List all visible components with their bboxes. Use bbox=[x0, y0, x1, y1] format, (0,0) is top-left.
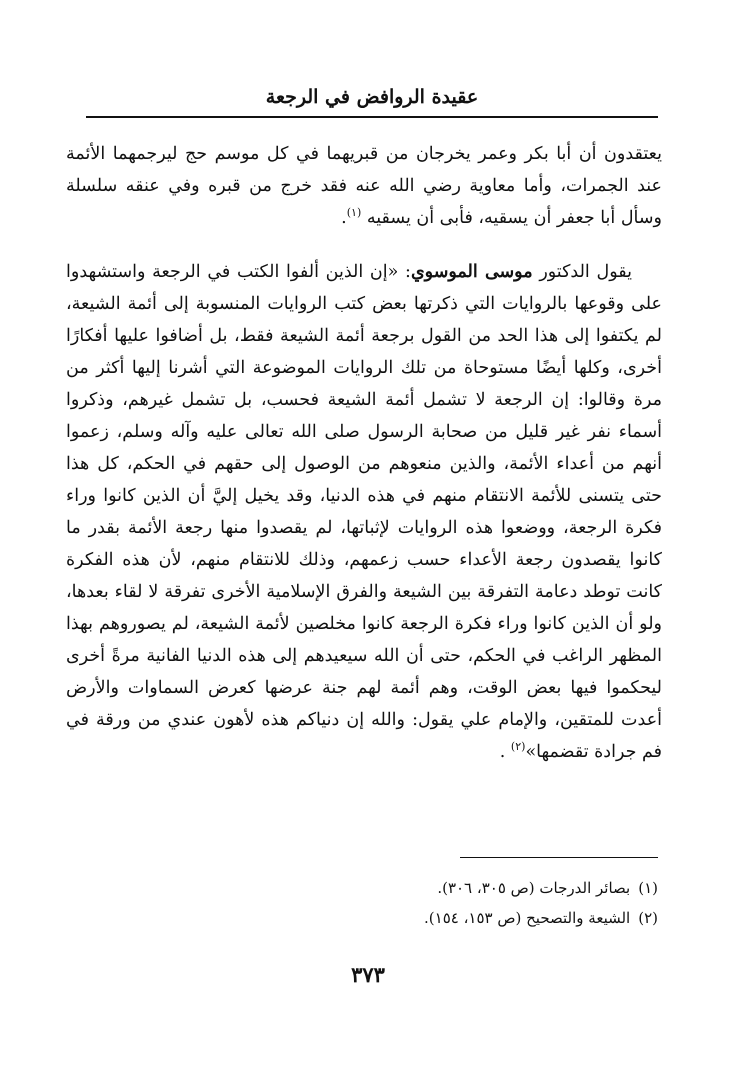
footnote-ref-2[interactable]: (٢) bbox=[510, 740, 526, 754]
running-header-title: عقيدة الروافض في الرجعة bbox=[265, 86, 479, 108]
footnote-rule bbox=[460, 857, 658, 858]
paragraph-2-intro: يقول الدكتور bbox=[539, 262, 632, 282]
paragraph-1-text: يعتقدون أن أبا بكر وعمر يخرجان من قبريهما في كل موسم حج ليرجمهما الأئمة عند الجمرات، وأما معاوية رضي الله عنه فقد خرج من قبره وفي عنقه سلسلة وسأل أبا جعفر أن يسقيه، فأبى أن يسقيه bbox=[66, 144, 662, 228]
paragraph-2 bbox=[66, 256, 662, 768]
footnote-text: الشيعة والتصحيح (ص ١٥٣، ١٥٤). bbox=[424, 909, 631, 927]
paragraph-1-end: . bbox=[341, 208, 347, 228]
footnote-text: بصائر الدرجات (ص ٣٠٥، ٣٠٦). bbox=[437, 879, 631, 897]
footnotes bbox=[300, 873, 658, 933]
quoted-author: موسى الموسوي bbox=[410, 262, 533, 282]
footnote-number: (٢) bbox=[638, 909, 658, 927]
paragraph-2-text: : «إن الذين ألفوا الكتب في الرجعة واستشهدوا على وقوعها بالروايات التي ذكرتها بعض كتب الروايات المنسوبة إلى أئمة الشيعة، لم يكتفوا إلى هذا الحد من القول برجعة أئمة الشيعة فقط، بل أضافوا عليها أفكارًا أخرى، وكلها أيضًا مستوحاة من تلك الروايات الموضوعة التي أشرنا إليها أكثر من مرة وقالوا: إن الرجعة لا تشمل أئمة الشيعة فحسب، بل تشمل غيرهم، وذكروا أسماء نفر غير قليل من صحابة الرسول صلى الله تعالى عليه وآله وسلم، زعموا أنهم من أعداء الأئمة، والذين منعوهم من الوصول إلى حقهم في الحكم، كل هذا حتى يتسنى للأئمة الانتقام منهم في هذه الدنيا، وقد يخيل إليَّ أن الذين كانوا وراء فكرة الرجعة، ووضعوا هذه الروايات لإثباتها، لم يقصدوا منها رجعة الأئمة بقدر ما كانوا يقصدون رجعة الأعداء حسب زعمهم، وذلك للانتقام منهم، لأن هذه الفكرة كانت توطد دعامة التفرقة بين الشيعة والفرق الإسلامية الأخرى تفرقة لا لقاء بعدها، ولو أن الذين كانوا وراء فكرة الرجعة كانوا مخلصين لأئمة الشيعة، لم يصوروهم بهذا المظهر الراغب في الحكم، حتى أن الله سيعيدهم إلى هذه الدنيا الفانية مرةً أخرى ليحكموا فيها بعض الوقت، وهم أئمة لهم جنة عرضها كعرض السماوات والأرض أعدت للمتقين، والإمام علي يقول: والله إن دنياكم هذه لأهون عندي من ورقة في فم جرادة تقضمها» bbox=[66, 262, 662, 762]
footnote-item bbox=[300, 903, 658, 933]
paragraph-1 bbox=[66, 138, 662, 234]
page-number: ٣٧٣ bbox=[351, 962, 385, 987]
footnote-number: (١) bbox=[638, 879, 658, 897]
main-text bbox=[66, 138, 662, 768]
paragraph-2-end: . bbox=[499, 742, 506, 762]
footnote-item bbox=[300, 873, 658, 903]
footnote-ref-1[interactable]: (١) bbox=[346, 206, 362, 220]
header-rule bbox=[86, 116, 658, 118]
